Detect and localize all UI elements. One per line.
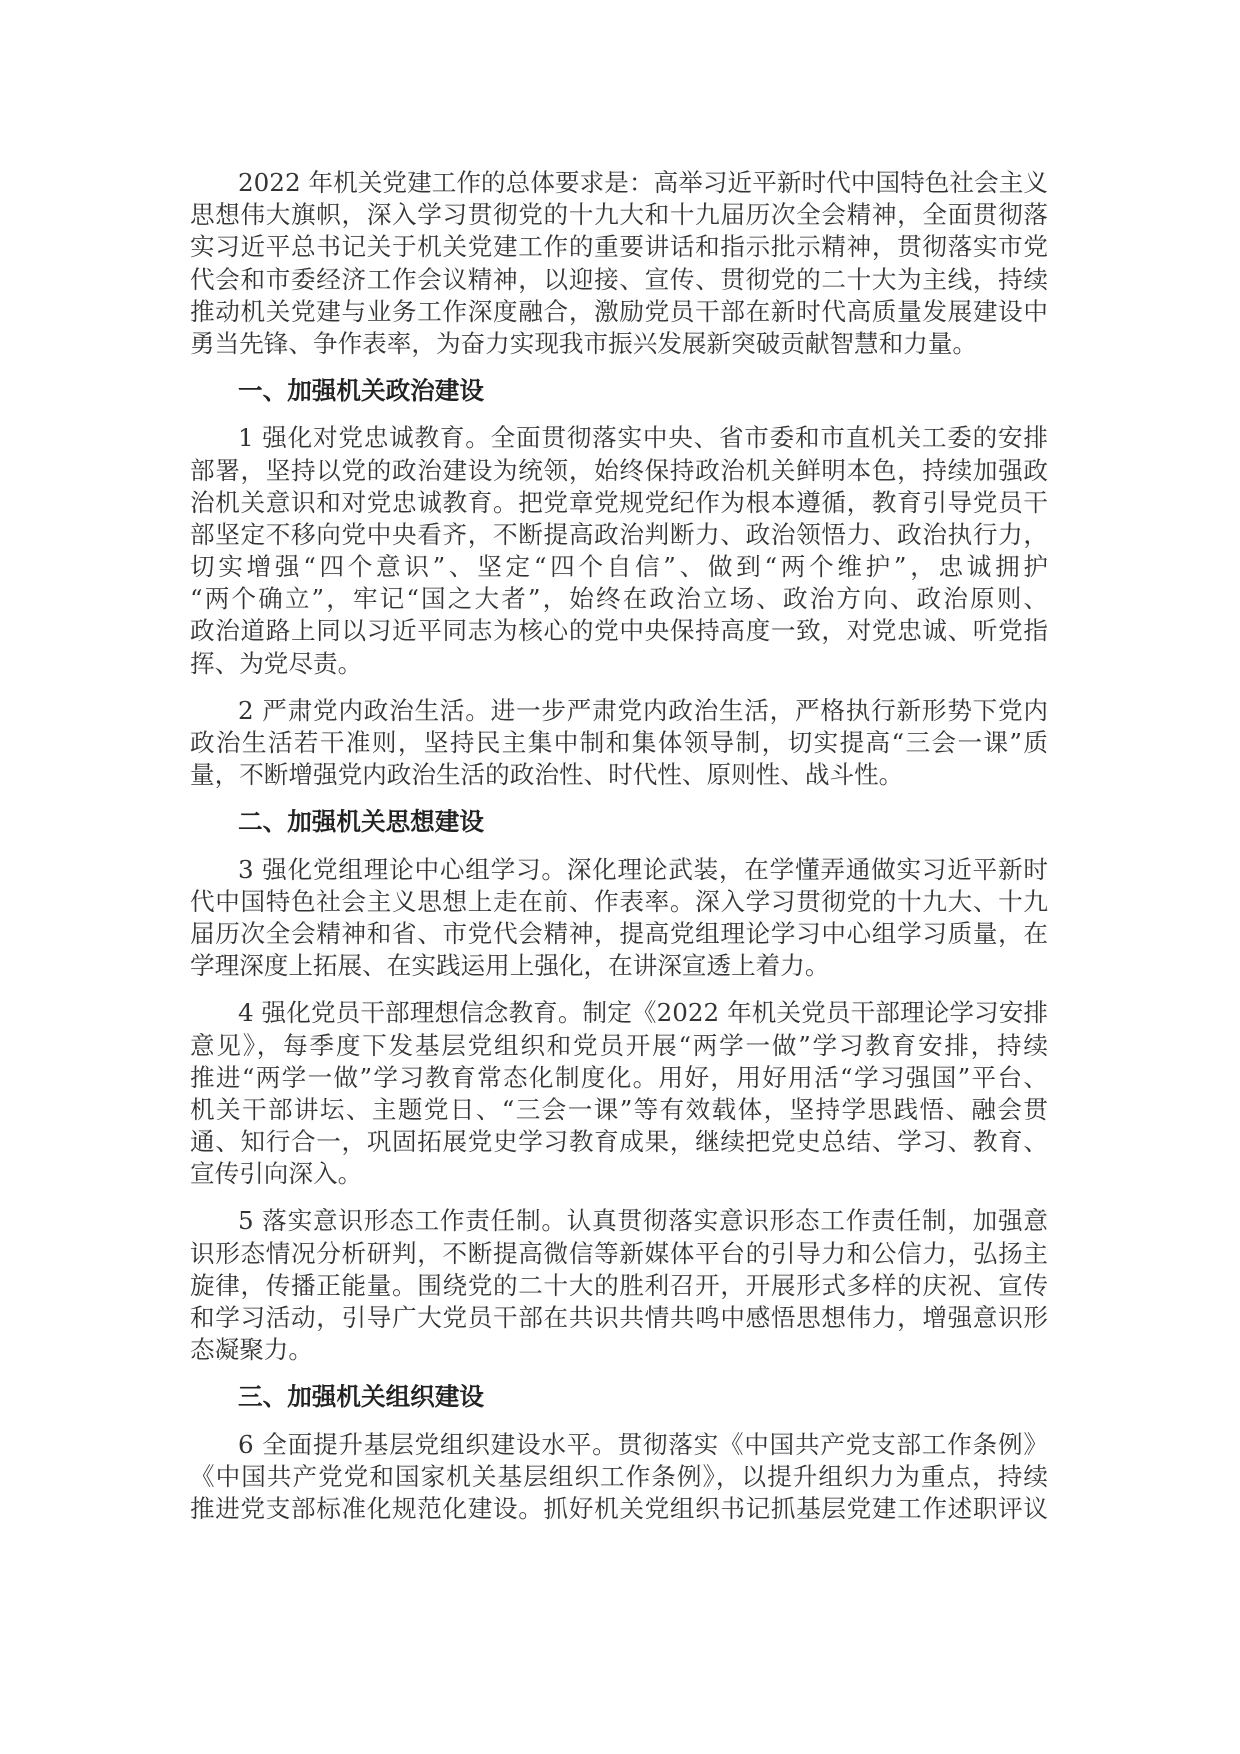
text-line: 推进“两学一做”学习教育常态化制度化。用好，用好用活“学习强国”平台、 (190, 1062, 1048, 1092)
item-paragraph-3 (190, 854, 1048, 983)
document-body (190, 167, 1048, 1540)
item-paragraph-1 (190, 422, 1048, 680)
text-line: 2022 年机关党建工作的总体要求是：高举习近平新时代中国特色社会主义 (238, 168, 1048, 197)
text-line: 届历次全会精神和省、市党代会精神，提高党组理论学习中心组学习质量，在 (190, 918, 1048, 948)
text-line: 和学习活动，引导广大党员干部在共识共情共鸣中感悟思想伟力，增强意识形 (190, 1303, 1048, 1332)
item-paragraph-2 (190, 695, 1048, 792)
text-line: 《中国共产党党和国家机关基层组织工作条例》，以提升组织力为重点，持续 (190, 1461, 1048, 1491)
text-line: 切实增强“四个意识”、坚定“四个自信”、做到“两个维护”，忠诚拥护 (190, 552, 1048, 582)
text-line: 5 落实意识形态工作责任制。认真贯彻落实意识形态工作责任制，加强意 (238, 1206, 1048, 1236)
text-line: 1 强化对党忠诚教育。全面贯彻落实中央、省市委和市直机关工委的安排 (238, 423, 1048, 453)
text-line: 6 全面提升基层党组织建设水平。贯彻落实《中国共产党支部工作条例》 (238, 1429, 1048, 1459)
text-line: 部署，坚持以党的政治建设为统领，始终保持政治机关鲜明本色，持续加强政 (190, 455, 1048, 485)
section-heading-organizational: 三、加强机关组织建设 (238, 1382, 484, 1412)
section-heading-political: 一、加强机关政治建设 (238, 376, 484, 406)
text-line: 代中国特色社会主义思想上走在前、作表率。深入学习贯彻党的十九大、十九 (190, 886, 1048, 916)
text-line: 意见》，每季度下发基层党组织和党员开展“两学一做”学习教育安排，持续 (190, 1030, 1048, 1060)
item-paragraph-4 (190, 997, 1048, 1190)
text-line: 政治生活若干准则，坚持民主集中制和集体领导制，切实提高“三会一课”质 (190, 728, 1048, 757)
text-line: 政治道路上同以习近平同志为核心的党中央保持高度一致，对党忠诚、听党指 (190, 616, 1048, 646)
text-line: 机关干部讲坛、主题党日、“三会一课”等有效载体，坚持学思践悟、融会贯 (190, 1094, 1048, 1124)
text-line: 4 强化党员干部理想信念教育。制定《2022 年机关党员干部理论学习安排 (238, 998, 1048, 1028)
text-line: 通、知行合一，巩固拓展党史学习教育成果，继续把党史总结、学习、教育、 (190, 1127, 1048, 1157)
text-line: 态凝聚力。 (190, 1335, 313, 1365)
text-line: 思想伟大旗帜，深入学习贯彻党的十九大和十九届历次全会精神，全面贯彻落 (190, 200, 1048, 230)
text-line: 学理深度上拓展、在实践运用上强化，在讲深宣透上着力。 (190, 951, 830, 981)
text-line: 挥、为党尽责。 (190, 648, 363, 678)
intro-paragraph (190, 167, 1048, 360)
text-line: “两个确立”，牢记“国之大者”，始终在政治立场、政治方向、政治原则、 (190, 584, 1048, 614)
text-line: 宣传引向深入。 (190, 1159, 363, 1189)
item-paragraph-5 (190, 1205, 1048, 1366)
text-line: 实习近平总书记关于机关党建工作的重要讲话和指示批示精神，贯彻落实市党 (190, 232, 1048, 262)
item-paragraph-6 (190, 1429, 1048, 1526)
text-line: 推进党支部标准化规范化建设。抓好机关党组织书记抓基层党建工作述职评议 (190, 1493, 1048, 1523)
text-line: 2 严肃党内政治生活。进一步严肃党内政治生活，严格执行新形势下党内 (238, 695, 1048, 725)
text-line: 部坚定不移向党中央看齐，不断提高政治判断力、政治领悟力、政治执行力， (190, 519, 1048, 549)
text-line: 量，不断增强党内政治生活的政治性、时代性、原则性、战斗性。 (190, 760, 904, 790)
text-line: 3 强化党组理论中心组学习。深化理论武装，在学懂弄通做实习近平新时 (238, 854, 1048, 884)
text-line: 勇当先锋、争作表率，为奋力实现我市振兴发展新突破贡献智慧和力量。 (190, 328, 978, 358)
section-heading-ideological: 二、加强机关思想建设 (238, 807, 484, 837)
text-line: 治机关意识和对党忠诚教育。把党章党规党纪作为根本遵循，教育引导党员干 (190, 487, 1048, 517)
text-line: 推动机关党建与业务工作深度融合，激励党员干部在新时代高质量发展建设中 (190, 296, 1048, 326)
text-line: 识形态情况分析研判，不断提高微信等新媒体平台的引导力和公信力，弘扬主 (190, 1238, 1048, 1268)
text-line: 旋律，传播正能量。围绕党的二十大的胜利召开，开展形式多样的庆祝、宣传 (190, 1270, 1048, 1300)
text-line: 代会和市委经济工作会议精神，以迎接、宣传、贯彻党的二十大为主线，持续 (190, 264, 1048, 294)
